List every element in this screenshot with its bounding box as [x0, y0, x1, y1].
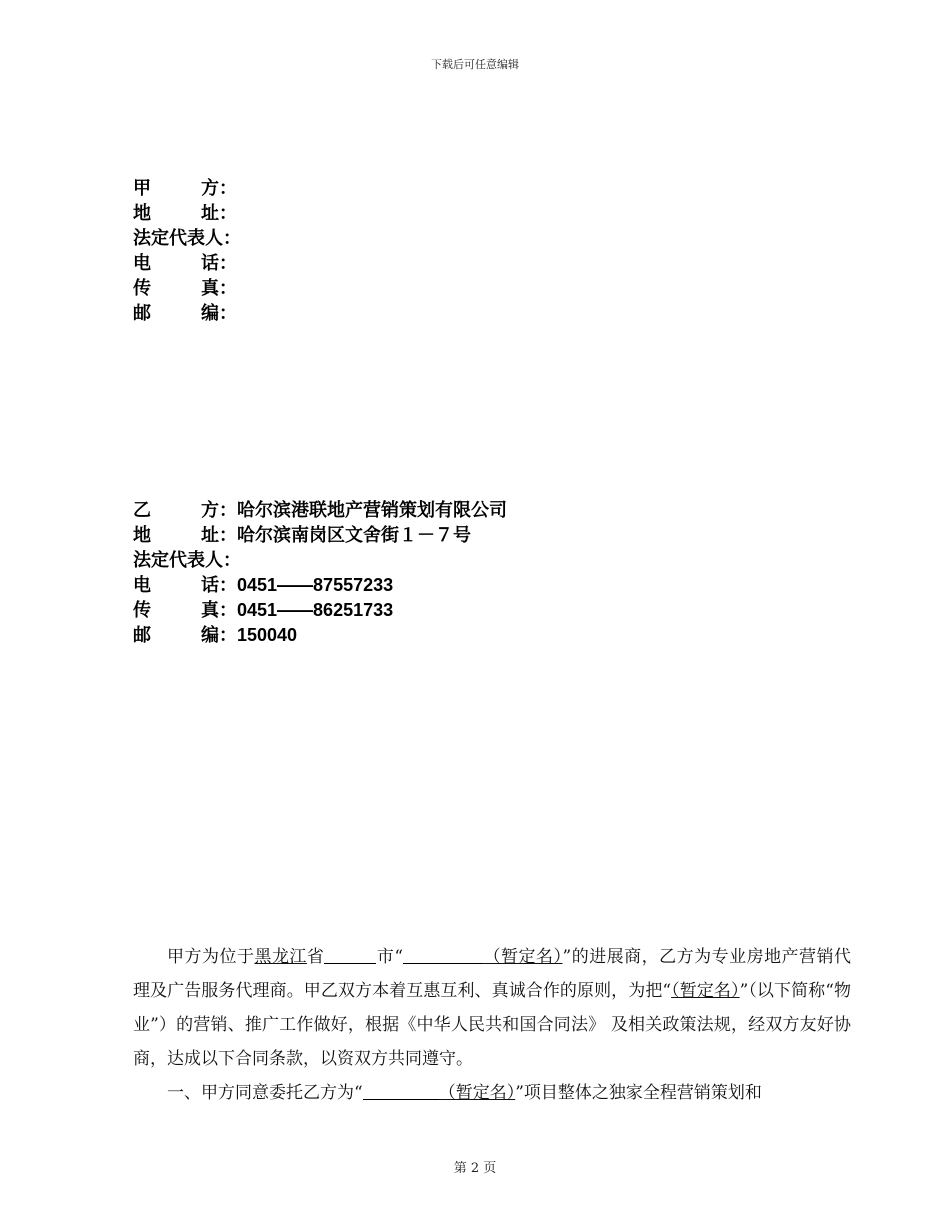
province-name: 黑龙江: [254, 947, 307, 967]
clause-project-blank: [363, 1081, 439, 1100]
project-name-blank: [403, 945, 483, 964]
contract-body: [133, 940, 851, 1110]
party-b-block: [133, 498, 507, 648]
party-b-fax: 0451——86251733: [237, 600, 394, 620]
clause-one: 一、甲方同意委托乙方为“ （暂定名）”项目整体之独家全程营销策划和: [167, 1083, 762, 1103]
party-b-address: 哈尔滨南岗区文舍街１－７号: [237, 525, 471, 546]
city-blank: [324, 945, 376, 964]
party-a-block: [133, 176, 241, 326]
header-note: 下载后可任意编辑: [431, 58, 519, 71]
party-b-postcode-row: 邮 编 ： 150040: [133, 625, 298, 646]
party-b-fax-row: 传 真 ： 0451——86251733: [133, 600, 394, 621]
party-a-address-row: 地 址 ：: [133, 203, 237, 224]
page-number: 第 2 页: [453, 1161, 497, 1176]
party-b-phone-row: 电 话 ： 0451——87557233: [133, 575, 394, 596]
party-a-postcode-row: 邮 编 ：: [133, 303, 237, 324]
party-b-address-row: 地 址 ： 哈尔滨南岗区文舍街１－７号: [133, 525, 471, 546]
party-a-phone-row: 电 话 ：: [133, 253, 237, 274]
party-b-row: 乙 方 ： 哈尔滨港联地产营销策划有限公司: [133, 500, 507, 521]
intro-paragraph: 甲方为位于黑龙江省 市“ （暂定名）”的进展商，乙方为专业房地产营销代理及广告服务代理商。甲乙双方本着互惠互利、真诚合作的原则，为把“（暂定名）”（以下简称“物业”）的营销、推广工作做好，根据《中华人民共和国合同法》 及相关政策法规，经双方友好协商，达成以下合同条款，以资双方共同遵守。: [133, 947, 852, 1069]
party-a-legal-rep-row: 法定代表人 ：: [133, 228, 241, 249]
party-b-phone: 0451——87557233: [237, 575, 394, 595]
party-b-postcode: 150040: [237, 625, 298, 645]
party-b-name: 哈尔滨港联地产营销策划有限公司: [237, 500, 507, 521]
party-a-fax-row: 传 真 ：: [133, 278, 237, 299]
party-b-legal-rep-row: 法定代表人 ：: [133, 550, 241, 571]
party-a-row: 甲 方 ：: [133, 178, 237, 199]
